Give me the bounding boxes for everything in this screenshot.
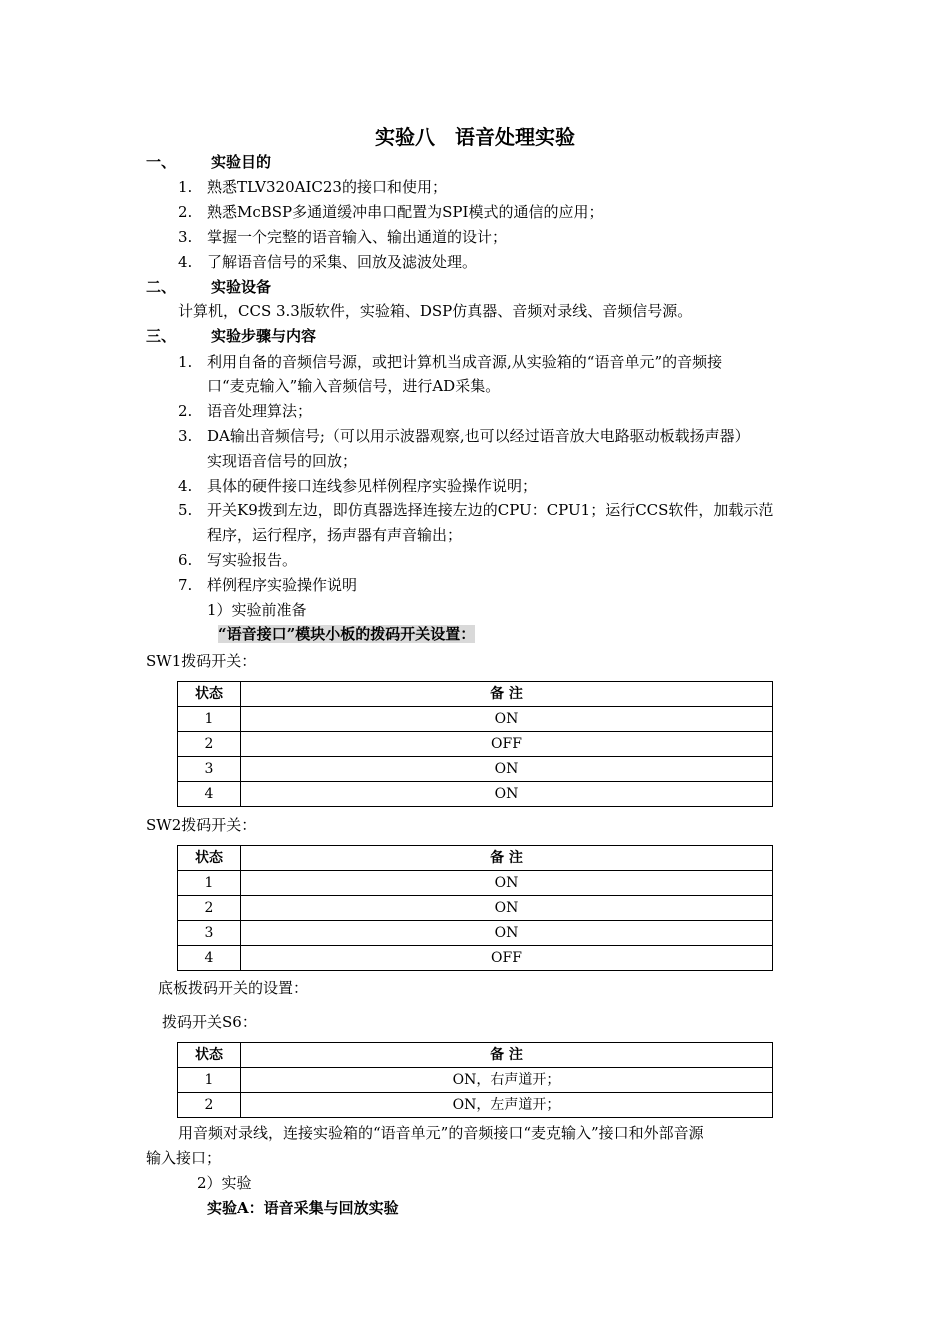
cell-state: 2 (178, 896, 241, 921)
list-item-continuation: 口“麦克输入”输入音频信号，进行AD采集。 (207, 377, 501, 395)
cell-note: ON (241, 896, 773, 921)
table-row (178, 732, 773, 757)
header-note: 备 注 (241, 1043, 773, 1068)
cell-note: ON，左声道开； (241, 1093, 773, 1118)
list-item-continuation: 程序，运行程序，扬声器有声音输出； (207, 526, 463, 544)
table-row (178, 946, 773, 971)
cell-state: 1 (178, 871, 241, 896)
list-item: 熟悉McBSP多通道缓冲串口配置为SPI模式的通信的应用； (207, 203, 604, 221)
table-header-row (178, 1043, 773, 1068)
list-item: 语音处理算法； (207, 402, 313, 420)
list-item: 开关K9拨到左边，即仿真器选择连接左边的CPU：CPU1；运行CCS软件，加载示范 (207, 501, 774, 519)
list-item: 掌握一个完整的语音输入、输出通道的设计； (207, 228, 508, 246)
cell-state: 2 (178, 732, 241, 757)
table-caption-sw1: SW1拨码开关： (146, 652, 257, 670)
cell-state: 4 (178, 946, 241, 971)
cell-note: ON (241, 782, 773, 807)
header-note: 备 注 (241, 846, 773, 871)
s6-table (177, 1042, 773, 1118)
section-number: 二、 (146, 278, 177, 296)
section-number: 一、 (146, 153, 177, 171)
list-item: DA输出音频信号;（可以用示波器观察,也可以经过语音放大电路驱动板载扬声器） (207, 427, 750, 445)
table-header-row (178, 682, 773, 707)
table-row (178, 757, 773, 782)
sub-heading: 2）实验 (197, 1174, 252, 1192)
cell-state: 2 (178, 1093, 241, 1118)
paragraph: 用音频对录线，连接实验箱的“语音单元”的音频接口“麦克输入”接口和外部音源 (178, 1124, 704, 1142)
list-number: 4. (178, 253, 193, 271)
list-item-continuation: 实现语音信号的回放； (207, 452, 358, 470)
table-row (178, 707, 773, 732)
list-number: 7. (178, 576, 193, 594)
base-switch-label: 底板拨码开关的设置： (158, 979, 309, 997)
section-heading: 实验步骤与内容 (211, 327, 317, 345)
cell-state: 1 (178, 1068, 241, 1093)
list-item: 熟悉TLV320AIC23的接口和使用； (207, 178, 447, 196)
page-title: 实验八 语音处理实验 (375, 125, 575, 149)
cell-state: 3 (178, 921, 241, 946)
highlighted-heading: “语音接口”模块小板的拨码开关设置： (218, 625, 476, 643)
list-number: 2. (178, 402, 193, 420)
table-row (178, 1068, 773, 1093)
cell-note: ON (241, 757, 773, 782)
table-row (178, 1093, 773, 1118)
cell-state: 4 (178, 782, 241, 807)
paragraph: 计算机，CCS 3.3版软件，实验箱、DSP仿真器、音频对录线、音频信号源。 (178, 302, 693, 320)
cell-note: ON (241, 921, 773, 946)
list-item: 利用自备的音频信号源，或把计算机当成音源,从实验箱的“语音单元”的音频接 (207, 353, 723, 371)
list-item: 具体的硬件接口连线参见样例程序实验操作说明； (207, 477, 538, 495)
table-row (178, 921, 773, 946)
experiment-heading: 实验A：语音采集与回放实验 (207, 1199, 399, 1217)
header-state: 状态 (178, 1043, 241, 1068)
header-state: 状态 (178, 682, 241, 707)
table-row (178, 871, 773, 896)
list-number: 3. (178, 427, 193, 445)
table-row (178, 782, 773, 807)
sw2-table (177, 845, 773, 971)
cell-note: ON (241, 871, 773, 896)
sw1-table (177, 681, 773, 807)
list-number: 1. (178, 353, 193, 371)
list-number: 2. (178, 203, 193, 221)
cell-note: OFF (241, 946, 773, 971)
list-number: 4. (178, 477, 193, 495)
list-item: 样例程序实验操作说明 (207, 576, 358, 594)
header-state: 状态 (178, 846, 241, 871)
list-number: 3. (178, 228, 193, 246)
section-heading: 实验目的 (211, 153, 272, 171)
cell-note: ON，右声道开； (241, 1068, 773, 1093)
section-number: 三、 (146, 327, 177, 345)
section-heading: 实验设备 (211, 278, 272, 296)
cell-note: OFF (241, 732, 773, 757)
table-caption-s6: 拨码开关S6： (162, 1013, 257, 1031)
list-number: 5. (178, 501, 193, 519)
header-note: 备 注 (241, 682, 773, 707)
list-item: 了解语音信号的采集、回放及滤波处理。 (207, 253, 478, 271)
cell-note: ON (241, 707, 773, 732)
cell-state: 3 (178, 757, 241, 782)
table-header-row (178, 846, 773, 871)
table-caption-sw2: SW2拨码开关： (146, 816, 257, 834)
cell-state: 1 (178, 707, 241, 732)
table-row (178, 896, 773, 921)
list-number: 1. (178, 178, 193, 196)
list-number: 6. (178, 551, 193, 569)
list-item: 写实验报告。 (207, 551, 298, 569)
paragraph-continuation: 输入接口； (146, 1149, 222, 1167)
sub-heading: 1）实验前准备 (207, 601, 307, 619)
